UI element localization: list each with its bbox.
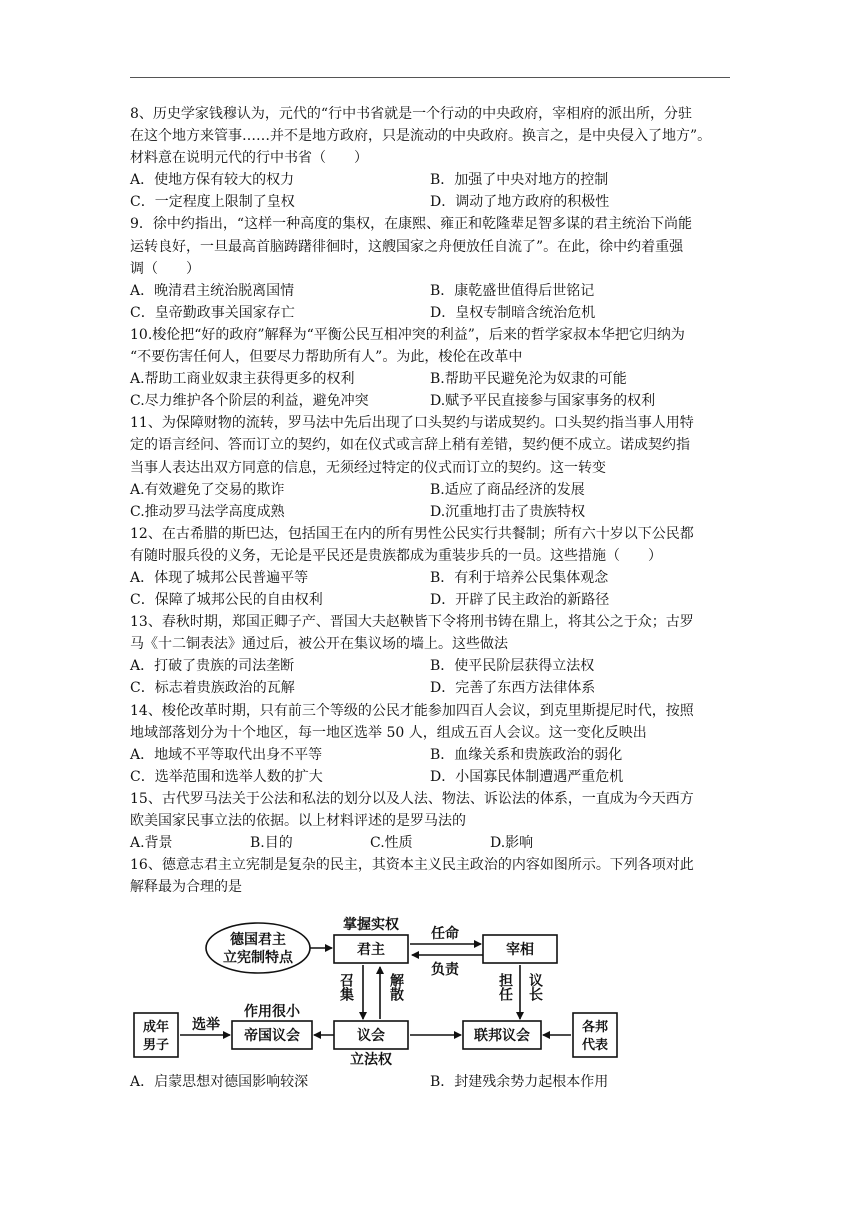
option-c: C.尽力维护各个阶层的利益，避免冲突: [130, 393, 369, 410]
option-d: D.赋予平民直接参与国家事务的权利: [430, 393, 656, 410]
states-rep-text: 各邦代表: [581, 1020, 609, 1053]
question-13: [130, 611, 730, 699]
option-c: C．皇帝勤政事关国家存亡: [130, 304, 295, 321]
monarch-text: 君主: [357, 942, 385, 958]
question-8: [130, 103, 730, 213]
option-a: A．晚清君主统治脱离国情: [130, 282, 295, 299]
question-stem-line: 15、古代罗马法关于公法和私法的划分以及人法、物法、诉讼法的体系，一直成为今天西方: [130, 790, 694, 807]
question-11: [130, 412, 730, 522]
legislative-text: 立法权: [350, 1052, 392, 1068]
question-stem-line: 有随时服兵役的义务，无论是平民还是贵族都成为重装步兵的一员。这些措施（ ）: [130, 547, 662, 564]
option-b: B.目的: [250, 835, 293, 852]
option-d: D.沉重地打击了贵族特权: [430, 503, 586, 520]
adult-male-text: 成年男子: [142, 1020, 170, 1053]
option-b: B．使平民阶层获得立法权: [430, 658, 595, 675]
question-stem-line: 12、在古希腊的斯巴达，包括国王在内的所有男性公民实行共餐制；所有六十岁以下公民都: [130, 525, 694, 542]
question-stem-line: 材料意在说明元代的行中书省（ ）: [130, 150, 368, 167]
option-c: C．一定程度上限制了皇权: [130, 194, 295, 211]
option-a: A.帮助工商业奴隶主获得更多的权利: [130, 371, 355, 388]
question-10: [130, 324, 730, 412]
question-stem-line: 地域部落划分为十个地区，每一地区选举 50 人，组成五百人会议。这一变化反映出: [130, 724, 647, 741]
option-c: C.推动罗马法学高度成熟: [130, 503, 285, 520]
option-b: B．血缘关系和贵族政治的弱化: [430, 746, 623, 763]
question-stem-line: 当事人表达出双方同意的信息，无须经过特定的仪式而订立的契约。这一转变: [130, 459, 606, 476]
question-9: [130, 213, 730, 323]
question-12: [130, 523, 730, 611]
option-d: D．小国寡民体制遭遇严重危机: [430, 768, 624, 785]
option-b: B．封建残余势力起根本作用: [430, 1074, 609, 1090]
reichstag-text: 帝国议会: [244, 1028, 300, 1044]
option-b: B．加强了中央对地方的控制: [430, 172, 609, 189]
option-b: B.帮助平民避免沦为奴隶的可能: [430, 371, 627, 388]
question-stem-line: 定的语言经问、答而订立的契约，如在仪式或言辞上稍有差错，契约便不成立。诺成契约指: [130, 437, 690, 454]
option-b: B．有利于培养公民集体观念: [430, 569, 609, 586]
option-c: C．保障了城邦公民的自由权利: [130, 592, 323, 609]
option-a: A．启蒙思想对德国影响较深: [130, 1074, 309, 1090]
question-stem-line: 解释最为合理的是: [130, 879, 242, 896]
option-a: A.有效避免了交易的欺诈: [130, 481, 285, 498]
question-stem-line: 10.梭伦把“好的政府”解释为“平衡公民互相冲突的利益”，后来的哲学家叔本华把它归纳为: [130, 326, 685, 343]
dissolve-text: 解散: [388, 973, 404, 1001]
question-stem-line: 9．徐中约指出，“这样一种高度的集权，在康熙、雍正和乾隆辈足智多谋的君主统治下尚能: [130, 216, 693, 233]
serve-text: 担任: [497, 973, 513, 1001]
question-stem-line: “不要伤害任何人，但要尽力帮助所有人”。为此，梭伦在改革中: [130, 349, 523, 366]
option-a: A．体现了城邦公民普遍平等: [130, 569, 309, 586]
option-d: D．开辟了民主政治的新路径: [430, 592, 610, 609]
reichstag-label: 作用很小: [244, 1004, 300, 1020]
option-b: B.适应了商品经济的发展: [430, 481, 585, 498]
option-d: D．皇权专制暗含统治危机: [430, 304, 596, 321]
option-c: C.性质: [370, 835, 413, 852]
question-15: [130, 788, 730, 854]
question-sheet: [130, 103, 730, 898]
option-c: C．标志着贵族政治的瓦解: [130, 680, 295, 697]
option-a: A．使地方保有较大的权力: [130, 172, 295, 189]
ellipse-text-2: 立宪制特点: [223, 950, 293, 966]
option-a: A.背景: [130, 835, 173, 852]
option-c: C．选举范围和选举人数的扩大: [130, 768, 323, 785]
header-rule: [130, 77, 730, 78]
responsible-text: 负责: [431, 962, 459, 978]
elect-text: 选举: [192, 1017, 220, 1033]
option-d: D．调动了地方政府的积极性: [430, 194, 610, 211]
question-14: [130, 700, 730, 788]
option-d: D．完善了东西方法律体系: [430, 680, 596, 697]
parliament-text: 议会: [357, 1028, 385, 1044]
constitutional-monarchy-diagram: [130, 917, 609, 1068]
question-16: [130, 854, 730, 898]
chair-text: 议长: [527, 973, 543, 1001]
option-a: A．地域不平等取代出身不平等: [130, 746, 323, 763]
question-stem-line: 马《十二铜表法》通过后，被公开在集议场的墙上。这些做法: [130, 636, 508, 653]
question-stem-line: 运转良好，一旦最高首脑踌躇徘徊时，这艘国家之舟便放任自流了”。在此，徐中约着重强: [130, 238, 684, 255]
question-stem-line: 16、德意志君主立宪制是复杂的民主，其资本主义民主政治的内容如图所示。下列各项对此: [130, 857, 694, 874]
question-stem-line: 欧美国家民事立法的依据。以上材料评述的是罗马法的: [130, 813, 466, 829]
ellipse-text-1: 德国君主: [230, 932, 286, 948]
question-stem-line: 调（ ）: [130, 260, 200, 277]
option-b: B．康乾盛世值得后世铭记: [430, 282, 595, 299]
appoint-text: 任命: [431, 926, 459, 942]
option-a: A．打破了贵族的司法垄断: [130, 658, 295, 675]
question-stem-line: 13、春秋时期，郑国正卿子产、晋国大夫赵鞅皆下令将刑书铸在鼎上，将其公之于众；古罗: [130, 614, 694, 631]
bundesrat-text: 联邦议会: [474, 1028, 530, 1044]
option-d: D.影响: [490, 835, 534, 852]
chancellor-text: 宰相: [506, 942, 534, 958]
question-16-options: [130, 1071, 730, 1093]
question-stem-line: 8、历史学家钱穆认为，元代的“行中书省就是一个行动的中央政府，宰相府的派出所，分驻: [130, 106, 693, 122]
question-stem-line: 11、为保障财物的流转，罗马法中先后出现了口头契约与诺成契约。口头契约指当事人用特: [130, 415, 694, 432]
monarch-label: 掌握实权: [343, 917, 399, 933]
question-stem-line: 在这个地方来管事……并不是地方政府，只是流动的中央政府。换言之，是中央侵入了地方”。: [130, 128, 712, 145]
convene-text: 召集: [338, 973, 354, 1001]
question-stem-line: 14、梭伦改革时期，只有前三个等级的公民才能参加四百人会议，到克里斯提尼时代，按照: [130, 702, 694, 719]
